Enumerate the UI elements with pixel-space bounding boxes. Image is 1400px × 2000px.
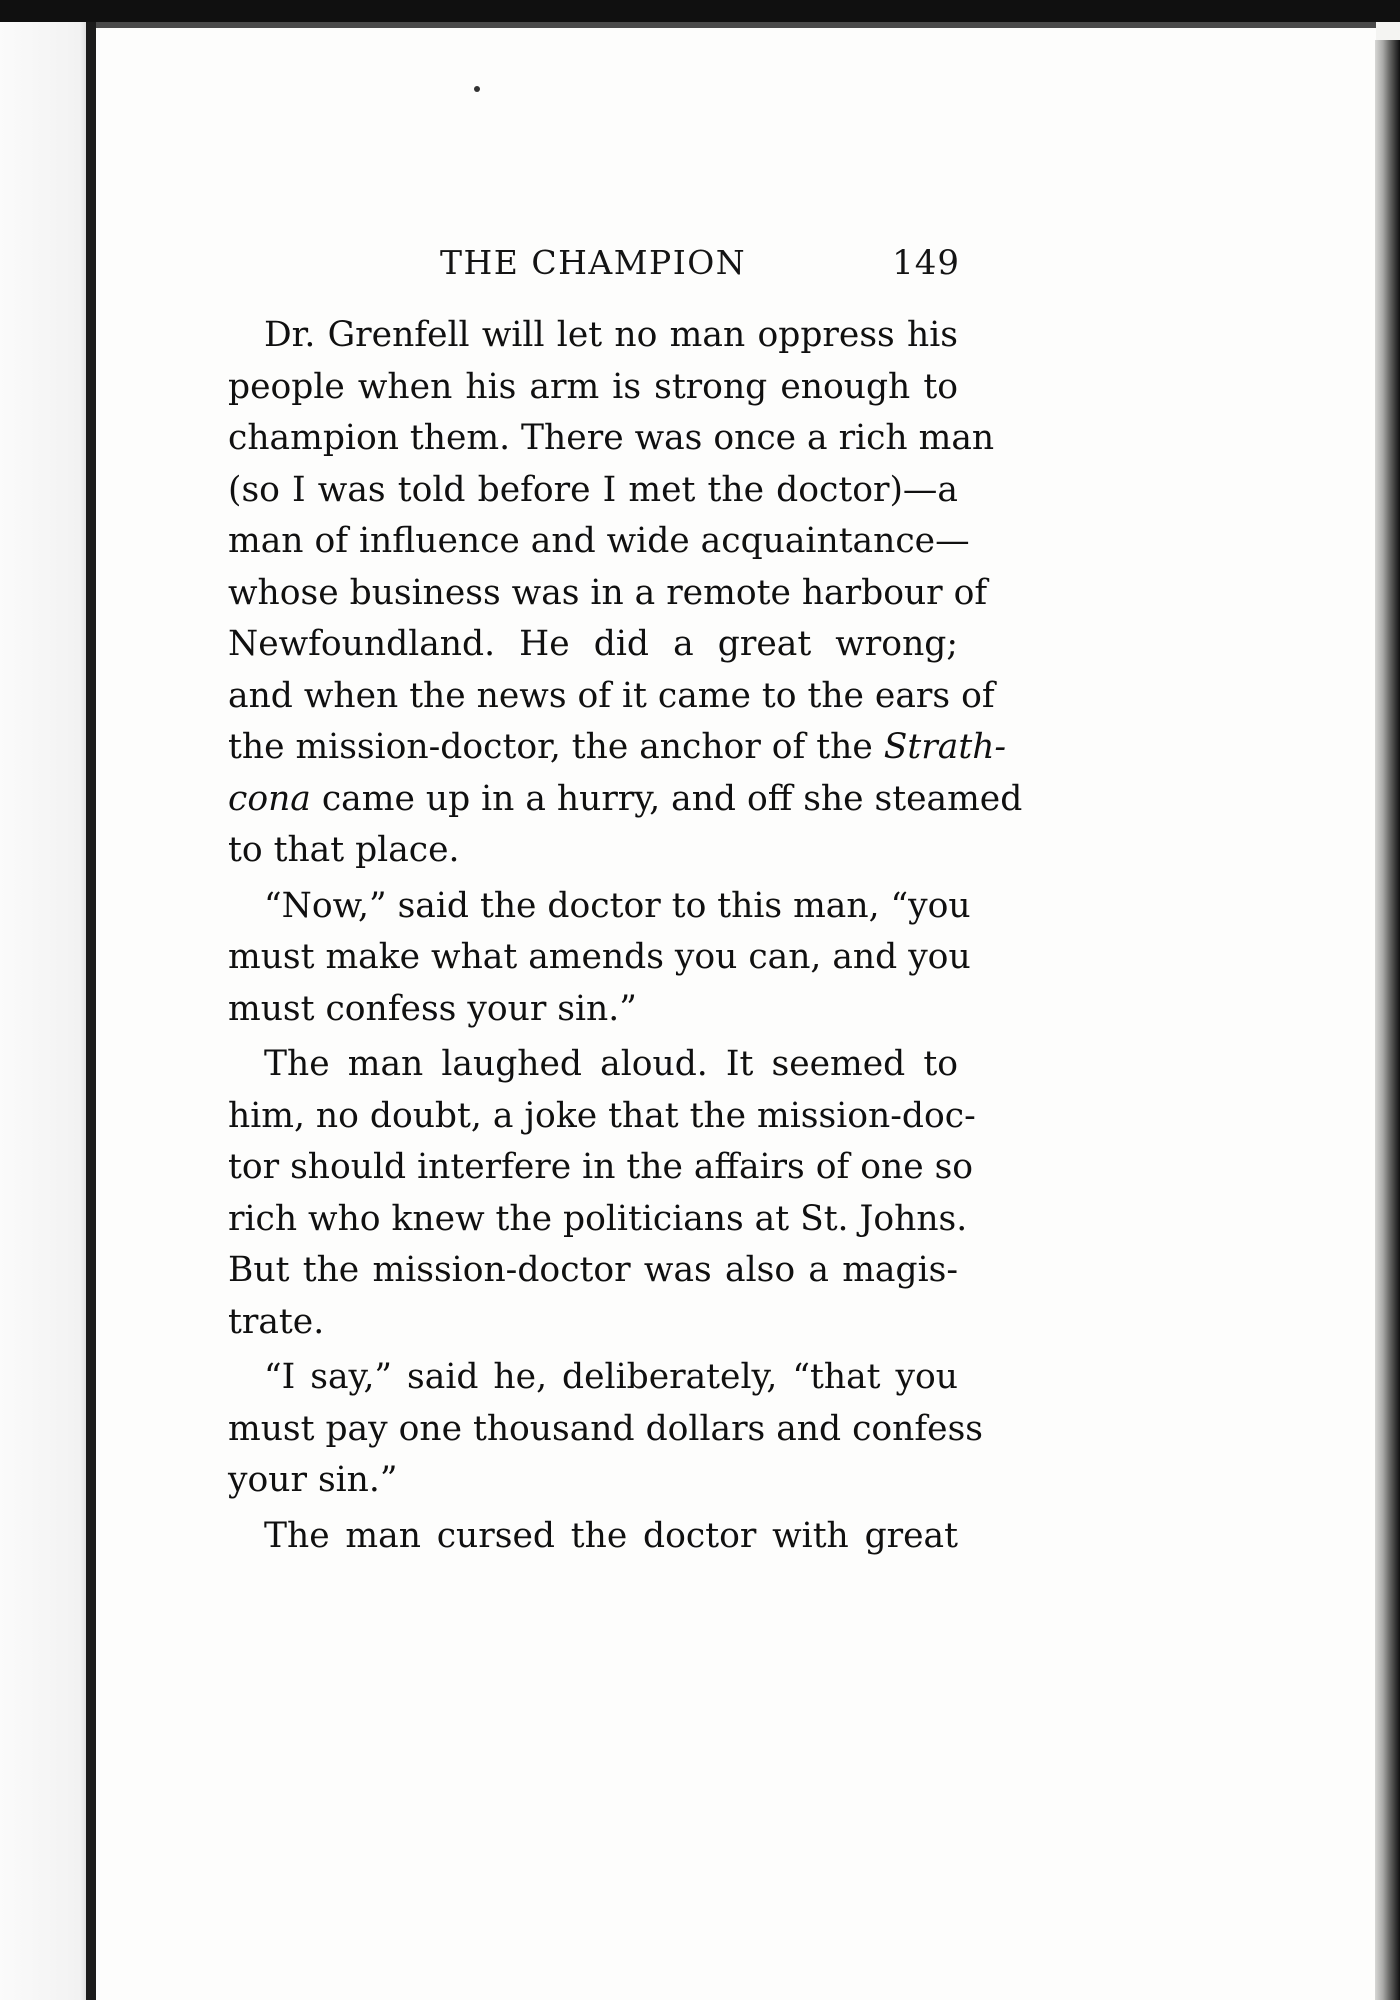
text-line: him, no doubt, a joke that the mission-doc-: [228, 1095, 976, 1136]
text-line-mixed: [228, 774, 1023, 826]
text-line: man of influence and wide acquaintance—: [228, 521, 970, 561]
text-line: your sin.”: [228, 1460, 398, 1500]
facing-page-margin: [0, 22, 92, 2000]
text-line: But the mission-doctor was also a magis-: [228, 1250, 958, 1290]
text-line: The man laughed aloud. It seemed to: [264, 1044, 958, 1084]
ink-speck: [474, 86, 480, 92]
text-line: “Now,” said the doctor to this man, “you: [264, 885, 971, 926]
page-number: 149: [892, 243, 960, 283]
text-line: to that place.: [228, 830, 460, 870]
text-line: tor should interfere in the affairs of one so: [228, 1147, 974, 1187]
text-line: Newfoundland. He did a great wrong;: [228, 624, 958, 664]
italic-ship-name: cona: [228, 778, 311, 819]
body-text: [228, 310, 1023, 1562]
text-line: must make what amends you can, and you: [228, 937, 971, 977]
text-segment: the mission-doctor, the anchor of the: [228, 727, 873, 767]
text-line: must confess your sin.”: [228, 988, 637, 1029]
italic-ship-name: Strath-: [883, 727, 1007, 767]
running-title: THE CHAMPION: [440, 243, 747, 282]
text-line: people when his arm is strong enough to: [228, 366, 958, 407]
text-line: rich who knew the politicians at St. Johns.: [228, 1198, 968, 1239]
scan-top-edge: [0, 0, 1400, 22]
text-line: trate.: [228, 1301, 325, 1342]
book-gutter: [86, 22, 96, 2000]
text-line: (so I was told before I met the doctor)—a: [228, 469, 958, 510]
text-line: must pay one thousand dollars and confess: [228, 1408, 983, 1449]
text-line: Dr. Grenfell will let no man oppress his: [264, 315, 958, 355]
text-line-mixed: [228, 722, 1007, 774]
text-line: whose business was in a remote harbour of: [228, 572, 988, 613]
text-line: champion them. There was once a rich man: [228, 418, 995, 458]
page-edge-shadow: [1375, 40, 1400, 2000]
text-line: “I say,” said he, deliberately, “that you: [264, 1357, 958, 1397]
text-line: and when the news of it came to the ears of: [228, 675, 995, 716]
text-segment: came up in a hurry, and off she steamed: [321, 778, 1023, 819]
running-head: [440, 243, 960, 287]
text-line: The man cursed the doctor with great: [264, 1515, 958, 1556]
